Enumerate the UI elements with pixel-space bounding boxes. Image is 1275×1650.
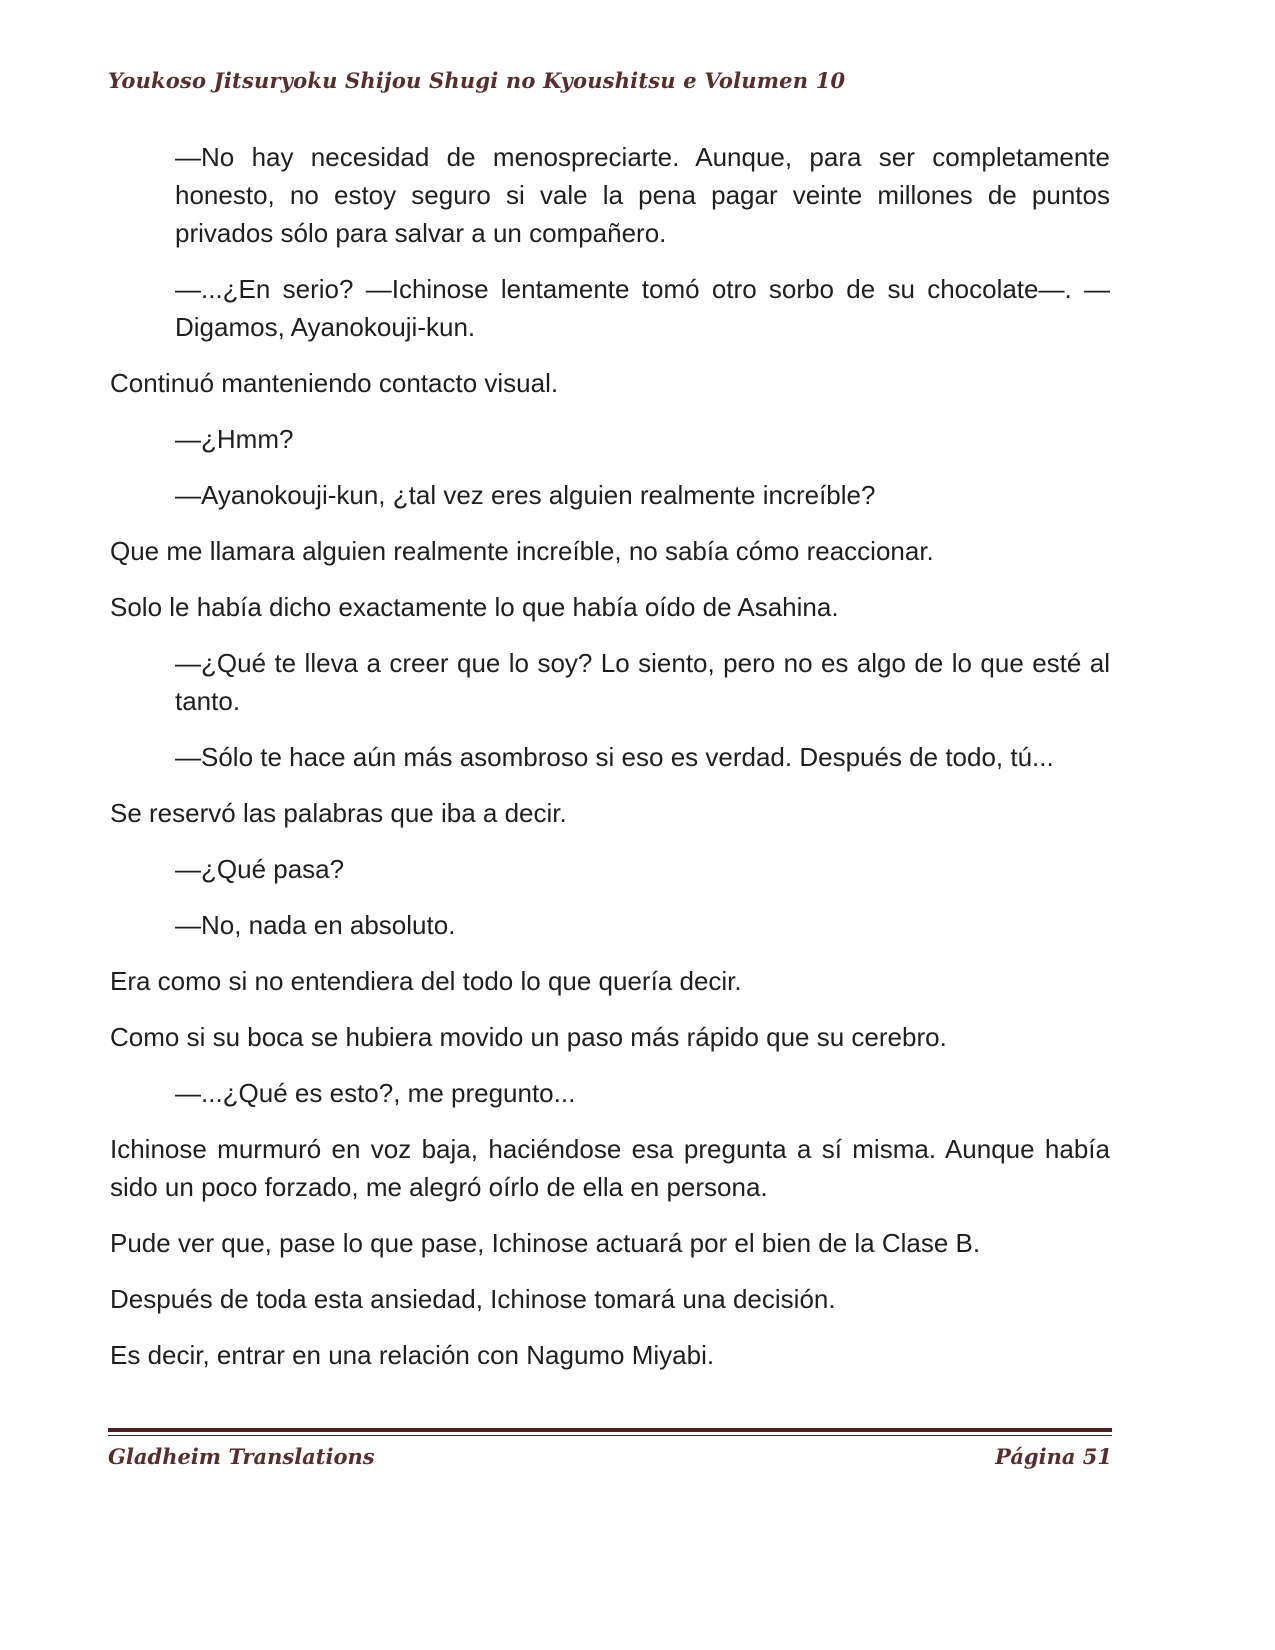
document-body xyxy=(110,138,1110,1392)
page-header xyxy=(108,68,1110,93)
dialogue-paragraph: —¿Qué pasa? xyxy=(175,854,345,884)
narration-paragraph: Continuó manteniendo contacto visual. xyxy=(110,368,559,398)
footer-row xyxy=(108,1444,1112,1469)
dialogue-paragraph: —Ayanokouji-kun, ¿tal vez eres alguien realmente increíble? xyxy=(175,480,876,510)
dialogue-paragraph: —No, nada en absoluto. xyxy=(175,910,456,940)
dialogue-paragraph: —¿Qué te lleva a creer que lo soy? Lo siento, pero no es algo de lo que esté al tanto. xyxy=(175,648,1110,716)
header-title: Youkoso Jitsuryoku Shijou Shugi no Kyoushitsu e Volumen 10 xyxy=(108,68,846,93)
footer-rule xyxy=(108,1428,1112,1436)
narration-paragraph: Ichinose murmuró en voz baja, haciéndose esa pregunta a sí misma. Aunque había sido un poco forzado, me alegró oírlo de ella en persona. xyxy=(110,1134,1110,1202)
narration-paragraph: Es decir, entrar en una relación con Nagumo Miyabi. xyxy=(110,1340,715,1370)
narration-paragraph: Era como si no entendiera del todo lo que quería decir. xyxy=(110,966,742,996)
narration-paragraph: Se reservó las palabras que iba a decir. xyxy=(110,798,567,828)
narration-paragraph: Que me llamara alguien realmente increíble, no sabía cómo reaccionar. xyxy=(110,536,934,566)
dialogue-paragraph: —¿Hmm? xyxy=(175,424,294,454)
dialogue-paragraph: —...¿En serio? —Ichinose lentamente tomó otro sorbo de su chocolate—. —Digamos, Ayanokouji-kun. xyxy=(175,274,1110,342)
footer-translator-credit: Gladheim Translations xyxy=(108,1444,375,1469)
narration-paragraph: Como si su boca se hubiera movido un paso más rápido que su cerebro. xyxy=(110,1022,947,1052)
narration-paragraph: Solo le había dicho exactamente lo que había oído de Asahina. xyxy=(110,592,839,622)
page-footer xyxy=(108,1428,1112,1469)
dialogue-paragraph: —...¿Qué es esto?, me pregunto... xyxy=(175,1078,576,1108)
narration-paragraph: Pude ver que, pase lo que pase, Ichinose actuará por el bien de la Clase B. xyxy=(110,1228,981,1258)
dialogue-paragraph: —No hay necesidad de menospreciarte. Aunque, para ser completamente honesto, no estoy seguro si vale la pena pagar veinte millones de puntos privados sólo para salvar a un compañero. xyxy=(175,142,1110,248)
dialogue-paragraph: —Sólo te hace aún más asombroso si eso es verdad. Después de todo, tú... xyxy=(175,742,1054,772)
narration-paragraph: Después de toda esta ansiedad, Ichinose tomará una decisión. xyxy=(110,1284,836,1314)
footer-page-number: Página 51 xyxy=(995,1444,1112,1469)
